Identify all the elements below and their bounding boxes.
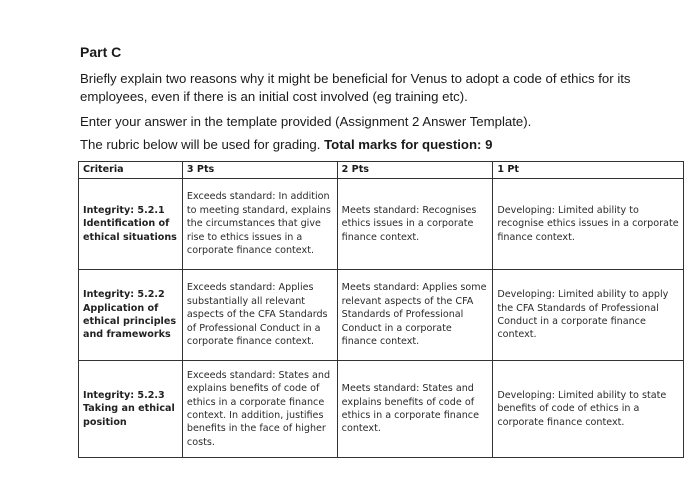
rubric-header-row [79, 162, 684, 179]
rubric-table [78, 161, 684, 458]
header-2pts: 2 Pts [337, 162, 493, 179]
rubric-row [79, 179, 684, 270]
pts1-cell: Developing: Limited ability to state benefits of code of ethics in a corporate finance context. [493, 361, 684, 458]
pts2-cell: Meets standard: Recognises ethics issues in a corporate finance context. [337, 179, 493, 270]
part-heading: Part C [80, 44, 122, 60]
instruction-text: Enter your answer in the template provided (Assignment 2 Answer Template). [80, 114, 532, 129]
header-1pt: 1 Pt [493, 162, 684, 179]
criteria-cell: Integrity: 5.2.2 Application of ethical principles and frameworks [79, 270, 183, 361]
pts3-cell: Exceeds standard: In addition to meeting standard, explains the circumstances that give rise to ethics issues in a corporate finance context. [182, 179, 337, 270]
header-criteria: Criteria [79, 162, 183, 179]
total-marks: Total marks for question: 9 [324, 137, 493, 152]
pts3-cell: Exceeds standard: States and explains benefits of code of ethics in a corporate finance context. In addition, justifies benefits in the face of higher costs. [182, 361, 337, 458]
question-text: Briefly explain two reasons why it might be beneficial for Venus to adopt a code of ethics for its employees, even if there is an initial cost involved (eg training etc). [80, 71, 631, 104]
criteria-cell: Integrity: 5.2.1 Identification of ethical situations [79, 179, 183, 270]
pts2-cell: Meets standard: Applies some relevant aspects of the CFA Standards of Professional Conduct in a corporate finance context. [337, 270, 493, 361]
pts1-cell: Developing: Limited ability to recognise ethics issues in a corporate finance context. [493, 179, 684, 270]
pts1-cell: Developing: Limited ability to apply the CFA Standards of Professional Conduct in a corporate finance context. [493, 270, 684, 361]
rubric-row [79, 270, 684, 361]
rubric-intro [80, 136, 680, 154]
rubric-intro-text: The rubric below will be used for grading. [80, 137, 321, 152]
criteria-cell: Integrity: 5.2.3 Taking an ethical position [79, 361, 183, 458]
pts2-cell: Meets standard: States and explains benefits of code of ethics in a corporate finance context. [337, 361, 493, 458]
pts3-cell: Exceeds standard: Applies substantially all relevant aspects of the CFA Standards of Professional Conduct in a corporate finance context. [182, 270, 337, 361]
rubric-row [79, 361, 684, 458]
header-3pts: 3 Pts [182, 162, 337, 179]
